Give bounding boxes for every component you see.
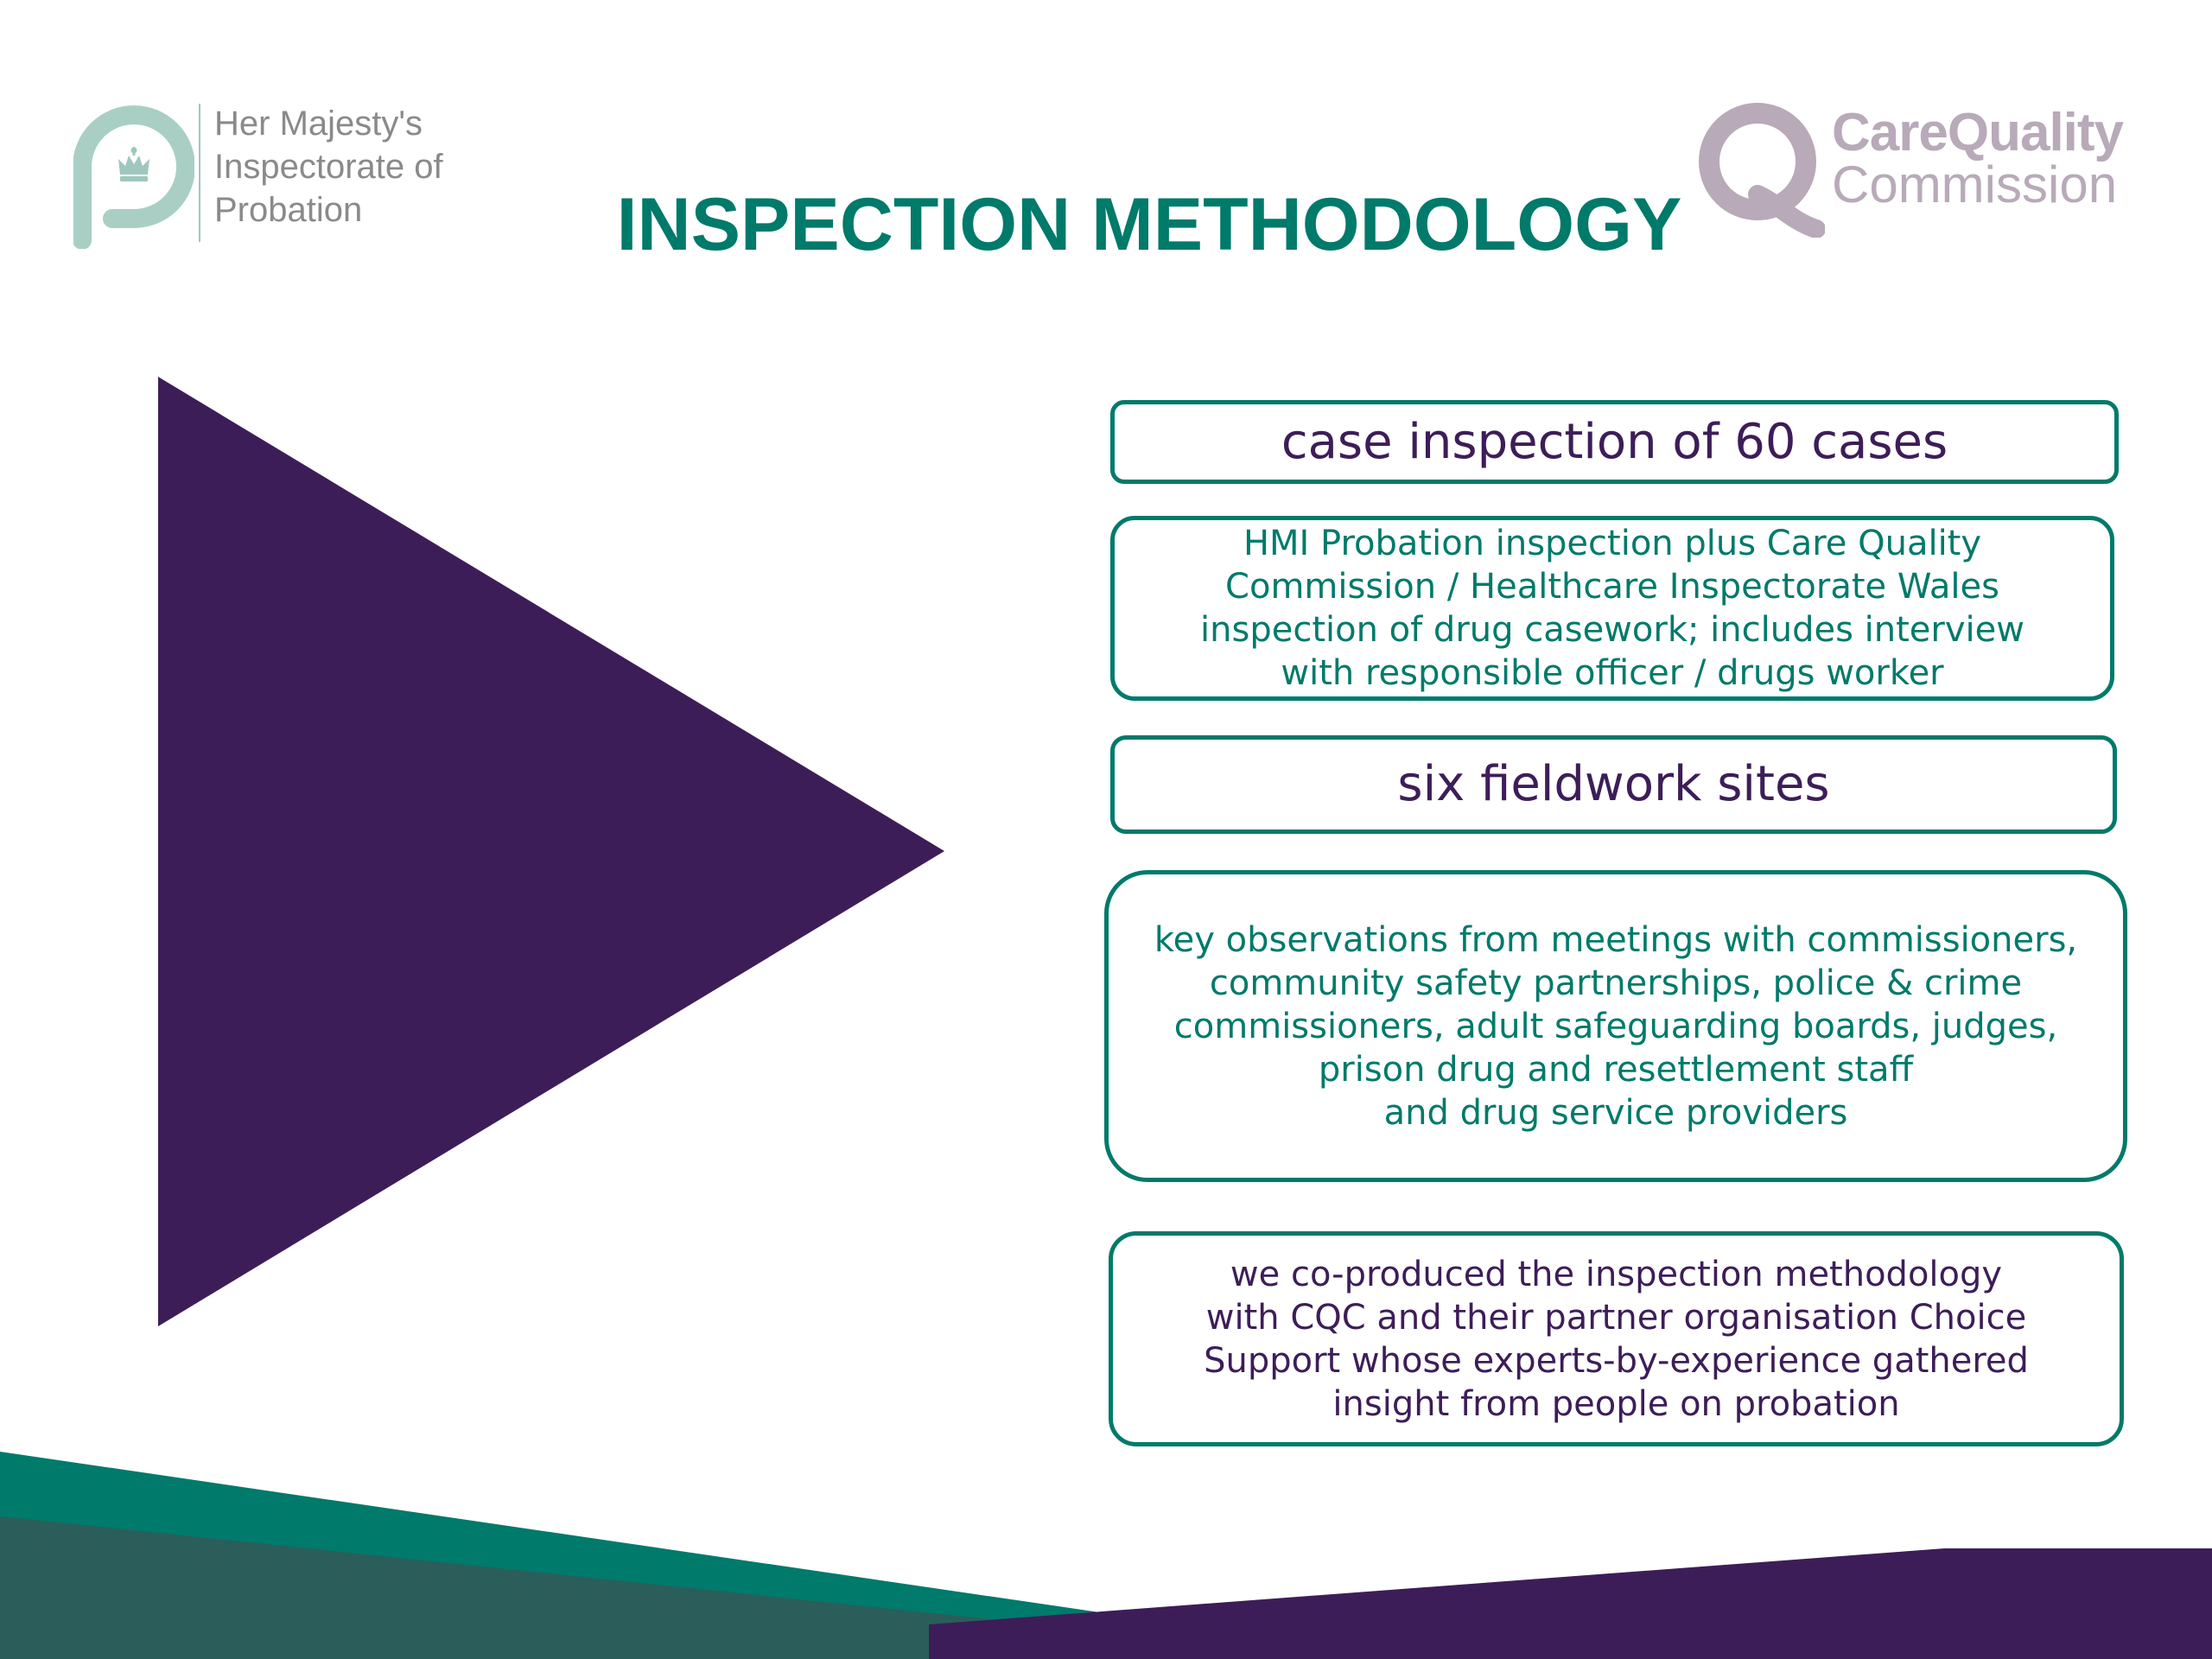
box-4-line-2: community safety partnerships, police & crime <box>1209 963 2023 1003</box>
box-5-line-1: we co-produced the inspection methodology <box>1230 1254 2003 1294</box>
cqc-line-2: Commission <box>1832 156 2118 213</box>
box-4-line-1: key observations from meetings with commissioners, <box>1154 919 2078 960</box>
box-2-line-1: HMI Probation inspection plus Care Quality <box>1243 524 1982 563</box>
probation-p-crown-icon <box>73 102 194 249</box>
box-2-line-4: with responsible officer / drugs worker <box>1281 653 1944 693</box>
box-5-line-4: insight from people on probation <box>1332 1383 1900 1424</box>
cqc-q-icon <box>1695 99 1825 238</box>
method-box-co-produced <box>1109 1231 2124 1446</box>
method-box-case-inspection <box>1110 400 2119 484</box>
teal-band <box>0 1452 1123 1659</box>
box-2-line-3: inspection of drug casework; includes interview <box>1200 610 2024 650</box>
method-box-key-observations <box>1104 870 2127 1182</box>
cqc-line-1: CareQuality <box>1832 103 2124 162</box>
hmip-line-1: Her Majesty's <box>214 105 423 143</box>
box-5-line-3: Support whose experts-by-experience gathered <box>1204 1340 2029 1381</box>
box-3-line-1: six fieldwork sites <box>1397 756 1830 812</box>
hmip-line-2: Inspectorate of <box>214 148 443 186</box>
purple-triangle <box>158 377 944 1326</box>
hmi-probation-logo <box>73 102 480 249</box>
box-4-line-3: commissioners, adult safeguarding boards, judges, <box>1173 1006 2058 1046</box>
slide-title: INSPECTION METHODOLOGY <box>616 183 1682 266</box>
cqc-logo <box>1695 99 2145 238</box>
logo-divider <box>199 104 200 242</box>
hmip-line-3: Probation <box>214 191 363 229</box>
box-1-line-1: case inspection of 60 cases <box>1281 413 1948 470</box>
box-4-line-5: and drug service providers <box>1383 1092 1848 1133</box>
box-5-line-2: with CQC and their partner organisation Choice <box>1205 1297 2027 1338</box>
box-2-line-2: Commission / Healthcare Inspectorate Wales <box>1225 567 1999 607</box>
method-box-fieldwork-sites <box>1110 735 2117 834</box>
purple-band <box>929 1548 2212 1659</box>
cqc-wordmark <box>1832 103 2124 213</box>
box-4-line-4: prison drug and resettlement staff <box>1318 1049 1914 1090</box>
dark-teal-band <box>0 1516 1123 1659</box>
method-box-joint-inspection <box>1110 516 2114 701</box>
hmi-probation-wordmark <box>214 102 482 232</box>
